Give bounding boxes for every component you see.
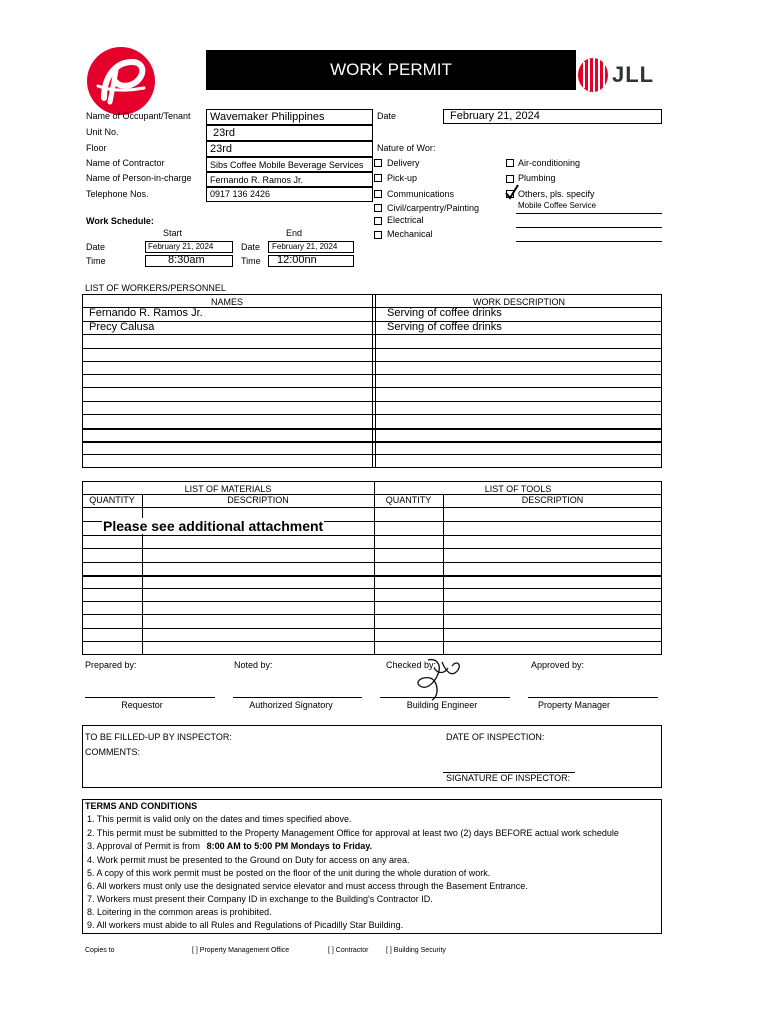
phone-label: Telephone Nos. (86, 189, 149, 199)
date-field[interactable] (443, 109, 662, 124)
start-label: Start (163, 228, 183, 238)
aircon-label: Air-conditioning (518, 158, 581, 168)
others-label: Others, pls. specify (518, 189, 595, 199)
workers-row-line (82, 321, 662, 322)
workers-row-line (82, 361, 662, 362)
materials-row-line (82, 535, 662, 536)
end-date-field[interactable] (268, 241, 354, 253)
contractor-field[interactable] (206, 157, 373, 172)
checkmark-icon (505, 184, 519, 200)
workers-title: LIST OF WORKERS/PERSONNEL (85, 283, 226, 293)
inspector-title: TO BE FILLED-UP BY INSPECTOR: (85, 732, 232, 742)
term-6: 6. All workers must only use the designated service elevator and must access through the Basement Entrance. (87, 881, 528, 891)
materials-col-qty: QUANTITY (89, 495, 135, 505)
materials-row-line (82, 641, 662, 642)
term-2: 2. This permit must be submitted to the Property Management Office for approval at least two (2) days BEFORE actual work schedule (87, 828, 619, 838)
term-3-text: 3. Approval of Permit is from (87, 841, 201, 851)
materials-row-line (82, 548, 662, 549)
materials-row-line (82, 588, 662, 589)
floor-field[interactable] (206, 141, 373, 157)
start-date-field[interactable] (145, 241, 233, 253)
person-label: Name of Person-in-charge (86, 173, 192, 183)
copy-contractor[interactable]: [ ] Contractor (328, 947, 369, 954)
copy-pmo[interactable]: [ ] Property Management Office (192, 947, 290, 954)
term-3-hours: 8:00 AM to 5:00 PM Mondays to Friday. (206, 841, 373, 851)
workers-row-line (82, 334, 662, 335)
contractor-label: Name of Contractor (86, 158, 165, 168)
start-time-label: Time (86, 256, 106, 266)
materials-title: LIST OF MATERIALS (184, 484, 272, 494)
plumbing-label: Plumbing (518, 173, 556, 183)
workers-row-line (82, 414, 662, 415)
inspection-date-label: DATE OF INSPECTION: (446, 732, 545, 742)
checked-by-label: Checked by: (386, 660, 437, 670)
tenant-field[interactable] (206, 109, 373, 125)
materials-row-line (82, 614, 662, 615)
electrical-label: Electrical (387, 215, 424, 225)
tools-col-desc: DESCRIPTION (521, 495, 584, 505)
worker-name-2: Precy Calusa (89, 321, 155, 333)
workers-row-line (82, 401, 662, 402)
others-line-3 (516, 241, 662, 242)
workers-col-desc: WORK DESCRIPTION (472, 297, 565, 307)
mechanical-label: Mechanical (387, 229, 433, 239)
materials-row-line (82, 628, 662, 629)
manager-label: Property Manager (537, 700, 611, 710)
checkbox-aircon[interactable] (506, 159, 514, 167)
unit-value: 23rd (213, 127, 236, 139)
term-9: 9. All workers must abide to all Rules and Regulations of Picadilly Star Building. (87, 920, 404, 930)
unit-label: Unit No. (86, 127, 119, 137)
requestor-label: Requestor (121, 700, 163, 710)
company-logo (86, 46, 156, 116)
person-value: Fernando R. Ramos Jr. (210, 175, 304, 185)
workers-row-line (82, 374, 662, 375)
worker-name-1: Fernando R. Ramos Jr. (89, 307, 203, 319)
approved-by-label: Approved by: (531, 660, 585, 670)
inspector-signature-label: SIGNATURE OF INSPECTOR: (446, 773, 571, 783)
unit-field[interactable] (206, 125, 373, 141)
date-label: Date (377, 111, 397, 121)
end-time-label: Time (241, 256, 261, 266)
end-date-value: February 21, 2024 (272, 242, 338, 251)
checkbox-pickup[interactable] (374, 174, 382, 182)
pickup-label: Pick-up (387, 173, 418, 183)
end-label: End (286, 228, 303, 238)
term-3 (87, 841, 372, 851)
workers-row-line (82, 348, 662, 349)
end-date-label: Date (241, 242, 261, 252)
workers-row-line (82, 387, 662, 388)
tenant-value: Wavemaker Philippines (210, 111, 325, 123)
requestor-line (85, 697, 215, 698)
others-value: Mobile Coffee Service (518, 201, 597, 210)
end-time-field[interactable] (268, 255, 354, 267)
term-1: 1. This permit is valid only on the dates and times specified above. (87, 814, 352, 824)
contractor-value: Sibs Coffee Mobile Beverage Services (210, 160, 364, 170)
materials-row-line (82, 507, 662, 508)
start-date-value: February 21, 2024 (148, 242, 214, 251)
person-field[interactable] (206, 172, 373, 187)
end-time-value: 12:00nn (277, 254, 317, 266)
date-value: February 21, 2024 (450, 110, 540, 122)
materials-row-line (82, 494, 662, 495)
term-4: 4. Work permit must be presented to the Ground on Duty for access on any area. (87, 855, 410, 865)
worker-desc-2: Serving of coffee drinks (387, 321, 502, 333)
engineer-line (380, 697, 510, 698)
civil-label: Civil/carpentry/Painting (387, 203, 480, 213)
jll-text: JLL (612, 62, 655, 87)
others-line-2 (516, 227, 662, 228)
floor-value: 23rd (210, 143, 233, 155)
materials-row-line (82, 601, 662, 602)
worker-desc-1: Serving of coffee drinks (387, 307, 502, 319)
authorized-label: Authorized Signatory (249, 700, 333, 710)
communications-label: Communications (387, 189, 455, 199)
engineer-label: Building Engineer (406, 700, 478, 710)
workers-row-line (82, 441, 662, 443)
workers-row-line (82, 428, 662, 430)
noted-by-label: Noted by: (234, 660, 273, 670)
start-time-value: 8:30am (168, 254, 205, 266)
phone-field[interactable] (206, 187, 373, 202)
others-line-1 (516, 213, 662, 214)
phone-value: 0917 136 2426 (210, 189, 271, 199)
jll-mark-icon (576, 56, 610, 94)
tenant-label: Name of Occupant/Tenant (86, 111, 191, 121)
materials-row-line (82, 562, 662, 563)
schedule-title: Work Schedule: (86, 216, 154, 226)
materials-col-desc: DESCRIPTION (227, 495, 289, 505)
materials-row-line (82, 575, 662, 577)
page-title: WORK PERMIT (330, 60, 452, 79)
term-7: 7. Workers must present their Company ID in exchange to the Building's Contractor ID. (87, 894, 433, 904)
manager-line (528, 697, 658, 698)
checkbox-civil[interactable] (374, 204, 382, 212)
term-8: 8. Loitering in the common areas is prohibited. (87, 907, 272, 917)
checkbox-plumbing[interactable] (506, 175, 514, 183)
copy-security[interactable]: [ ] Building Security (386, 947, 446, 954)
nature-label: Nature of Wor: (377, 143, 436, 153)
checkbox-communications[interactable] (374, 190, 382, 198)
prepared-by-label: Prepared by: (85, 660, 137, 670)
materials-note: Please see additional attachment (103, 518, 324, 534)
checkbox-delivery[interactable] (374, 159, 382, 167)
term-5: 5. A copy of this work permit must be posted on the floor of the unit during the whole duration of work. (87, 868, 491, 878)
copies-label: Copies to (85, 947, 115, 954)
comments-label: COMMENTS: (85, 747, 140, 757)
workers-col-names: NAMES (210, 297, 243, 307)
terms-title: TERMS AND CONDITIONS (85, 801, 198, 811)
checkbox-electrical[interactable] (374, 217, 382, 225)
tools-col-qty: QUANTITY (385, 495, 432, 505)
start-time-field[interactable] (145, 255, 233, 267)
checkbox-mechanical[interactable] (374, 231, 382, 239)
tools-title: LIST OF TOOLS (484, 484, 552, 494)
start-date-label: Date (86, 242, 106, 252)
p-logo-icon (86, 46, 156, 116)
workers-row-line (82, 454, 662, 455)
jll-logo (574, 56, 664, 96)
authorized-line (233, 697, 362, 698)
delivery-label: Delivery (387, 158, 420, 168)
floor-label: Floor (86, 143, 107, 153)
